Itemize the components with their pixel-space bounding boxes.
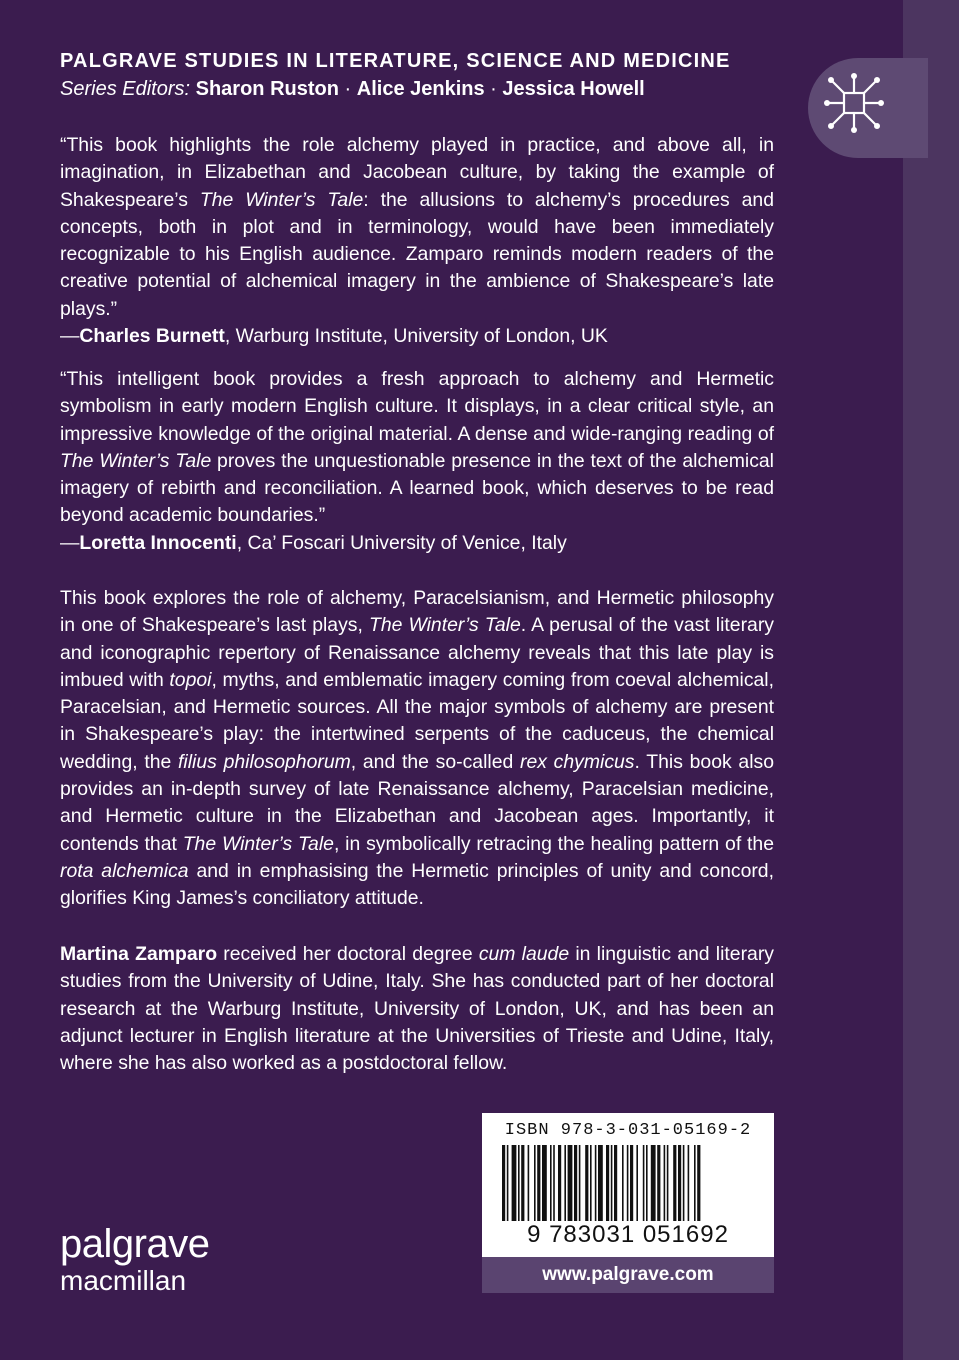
endorsement-2-attribution (60, 530, 774, 557)
publisher-url[interactable]: www.palgrave.com (482, 1257, 774, 1293)
editor-name: Sharon Ruston (195, 78, 339, 100)
book-title-italic: The Winter’s Tale (60, 449, 212, 472)
desc-italic: The Winter’s Tale (182, 832, 334, 855)
series-editors (60, 78, 645, 101)
author-name: Martina Zamparo (60, 943, 218, 965)
endorsement-2-text (60, 366, 774, 530)
endorsement-text: proves the unquestionable presence in the text of the alchemical imagery of rebirth and reconciliation. A learned book, which deserves to be read beyond academic boundaries.” (60, 449, 774, 527)
bio-text: received her doctoral degree (217, 943, 479, 965)
desc-italic: rex chymicus (520, 750, 635, 773)
series-title: PALGRAVE STUDIES IN LITERATURE, SCIENCE AND MEDICINE (60, 50, 731, 72)
endorsement-1-attribution (60, 323, 774, 350)
desc-text: , in symbolically retracing the healing pattern of the (333, 832, 774, 855)
endorser-affiliation: , Warburg Institute, University of London, UK (224, 325, 608, 348)
desc-text: and in emphasising the Hermetic principles of unity and concord, glorifies King James’s conciliatory attitude. (60, 859, 774, 910)
series-badge (808, 58, 928, 158)
dash: — (60, 531, 80, 554)
bio-text: in linguistic and literary studies from the University of Udine, Italy. She has conducted part of her doctoral research at the Warburg Institute, University of London, UK, and has been an adjunct lecturer in English literature at the Universities of Trieste and Udine, Italy, where she has also worked as a postdoctoral fellow. (60, 943, 774, 1075)
endorsement-1 (60, 132, 774, 350)
endorsement-text: : the allusions to alchemy’s procedures and concepts, both in plot and in terminology, would have been immediately recognizable to his English audience. Zamparo reminds modern readers of the creative potential of alchemical imagery in the ambience of Shakespeare’s late plays.” (60, 188, 774, 320)
editor-name: Jessica Howell (502, 78, 645, 100)
endorsement-1-text (60, 132, 774, 323)
desc-italic: The Winter’s Tale (368, 614, 521, 637)
isbn-label: ISBN 978-3-031-05169-2 (504, 1121, 752, 1140)
desc-text: . A perusal of the vast literary and iconographic repertory of Renaissance alchemy reveals that this late play is imbued with (60, 614, 774, 691)
barcode-bars (502, 1145, 754, 1221)
endorsement-2 (60, 366, 774, 557)
isbn-digits: 9 783031 051692 (527, 1221, 729, 1248)
desc-text: , myths, and emblematic imagery coming from coeval alchemical, Paracelsian, and Hermetic sources. All the major symbols of alchemy are present in Shakespeare’s play: the intertwined serpents of the caduceus, the chemical wedding, the (60, 668, 774, 773)
desc-italic: rota alchemica (60, 859, 189, 882)
spine-strip (903, 0, 959, 1360)
isbn-barcode (482, 1113, 774, 1293)
endorsement-text: “This book highlights the role alchemy played in practice, and above all, in imagination, in Elizabethan and Jacobean culture, by taking the example of Shakespeare’s (60, 134, 774, 211)
dash: — (60, 325, 80, 348)
endorser-affiliation: , Ca’ Foscari University of Venice, Italy (236, 531, 567, 554)
desc-text: This book explores the role of alchemy, Paracelsianism, and Hermetic philosophy in one of Shakespeare’s last plays, (60, 587, 774, 637)
author-bio (60, 941, 774, 1077)
author-bio-text (60, 941, 774, 1077)
endorser-name: Loretta Innocenti (79, 531, 237, 554)
separator: · (344, 78, 352, 100)
network-star-icon (822, 71, 886, 135)
endorsement-text: “This intelligent book provides a fresh approach to alchemy and Hermetic symbolism in early modern English culture. It displays, in a clear critical style, an impressive knowledge of the original material. A dense and wide-ranging reading of (60, 368, 774, 445)
desc-text: . This book also provides an in-depth survey of late Renaissance alchemy, Paracelsian medicine, and Hermetic culture in the Elizabethan and Jacobean ages. Importantly, it contends that (60, 750, 774, 855)
separator: · (490, 78, 497, 100)
desc-text: , and the so-called (350, 750, 521, 773)
series-editors-label: Series Editors: (60, 78, 191, 100)
bio-italic: cum laude (478, 943, 570, 965)
book-title-italic: The Winter’s Tale (199, 188, 364, 211)
endorser-name: Charles Burnett (79, 325, 225, 348)
publisher-logo-macmillan: macmillan (60, 1265, 187, 1296)
editor-name: Alice Jenkins (356, 78, 485, 100)
publisher-logo-palgrave: palgrave (60, 1222, 210, 1266)
book-description-text (60, 585, 774, 913)
book-description (60, 585, 774, 913)
desc-italic: filius philosophorum (178, 750, 351, 773)
desc-italic: topoi (169, 668, 212, 691)
